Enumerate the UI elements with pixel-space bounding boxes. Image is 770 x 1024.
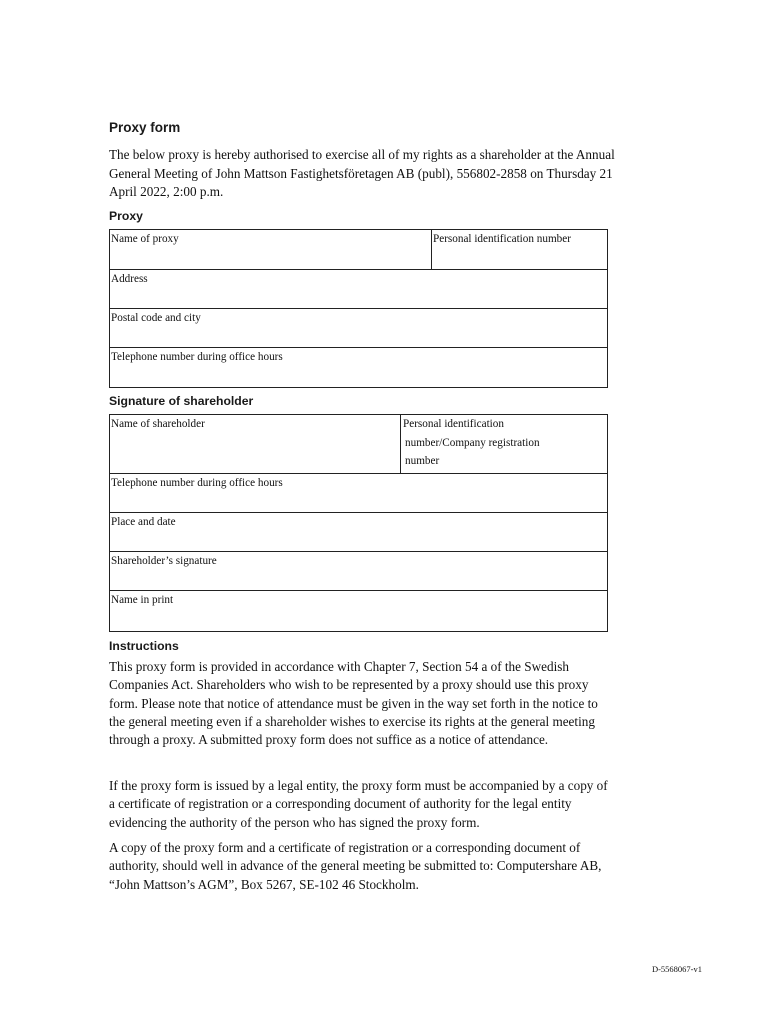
shareholder-id-label-line3: number — [405, 455, 440, 467]
address-label: Address — [111, 273, 148, 285]
intro-paragraph: The below proxy is hereby authorised to exercise all of my rights as a shareholder at the Annual General Meeting of John Mattson Fastighetsföretagen AB (publ), 556802-2858 on Thursday 21 April 2022, 2:00 p.m. — [109, 147, 615, 199]
instructions-paragraph-1: This proxy form is provided in accordance with Chapter 7, Section 54 a of the Swedish Companies Act. Shareholders who wish to be represented by a proxy should use this proxy form. Please note that notice of attendance must be given in the way set forth in the notice to the general meeting even if a shareholder wishes to exercise its rights at the general meeting through a proxy. A submitted proxy form does not suffice as a notice of attendance. — [109, 659, 598, 748]
instructions-paragraph-3: A copy of the proxy form and a certificate of registration or a corresponding document of authority, should well in advance of the general meeting be submitted to: Computershare AB, “John Mattson’s AGM”, Box 5267, SE-102 46 Stockholm. — [109, 840, 602, 892]
shareholder-signature-field[interactable] — [110, 551, 607, 591]
name-of-proxy-label: Name of proxy — [111, 233, 179, 245]
proxy-name-row — [110, 230, 607, 270]
place-and-date-label: Place and date — [111, 516, 176, 528]
shareholder-id-label-line1: Personal identification — [403, 418, 504, 430]
proxy-phone-label: Telephone number during office hours — [111, 351, 283, 363]
proxy-personal-id-label: Personal identification number — [433, 233, 571, 245]
name-in-print-field[interactable] — [110, 590, 607, 631]
shareholder-id-label-line2: number/Company registration — [405, 436, 540, 449]
page-title: Proxy form — [109, 120, 181, 135]
proxy-address-field[interactable] — [110, 269, 607, 309]
proxy-personal-id-field[interactable] — [431, 230, 607, 270]
shareholder-signature-table — [109, 414, 608, 632]
name-of-shareholder-label: Name of shareholder — [111, 418, 205, 430]
shareholder-id-field[interactable] — [400, 415, 607, 474]
signature-section-heading: Signature of shareholder — [109, 394, 254, 408]
proxy-postal-field[interactable] — [110, 308, 607, 348]
name-of-proxy-field[interactable] — [110, 230, 431, 270]
name-in-print-label: Name in print — [111, 594, 174, 606]
document-id: D-5568067-v1 — [651, 964, 702, 974]
proxy-section-heading: Proxy — [109, 209, 143, 223]
shareholder-name-row — [110, 415, 607, 474]
postal-code-city-label: Postal code and city — [111, 312, 201, 324]
instructions-heading: Instructions — [109, 639, 179, 653]
shareholder-phone-label: Telephone number during office hours — [111, 477, 283, 489]
instructions-paragraph-2: If the proxy form is issued by a legal entity, the proxy form must be accompanied by a copy of a certificate of registration or a corresponding document of authority for the legal entity evidencing the authority of the person who has signed the proxy form. — [109, 778, 608, 830]
shareholder-phone-field[interactable] — [110, 473, 607, 513]
proxy-phone-field[interactable] — [110, 347, 607, 387]
name-of-shareholder-field[interactable] — [110, 415, 400, 474]
shareholder-signature-label: Shareholder’s signature — [111, 555, 217, 567]
place-and-date-field[interactable] — [110, 512, 607, 552]
proxy-details-table — [109, 229, 608, 388]
